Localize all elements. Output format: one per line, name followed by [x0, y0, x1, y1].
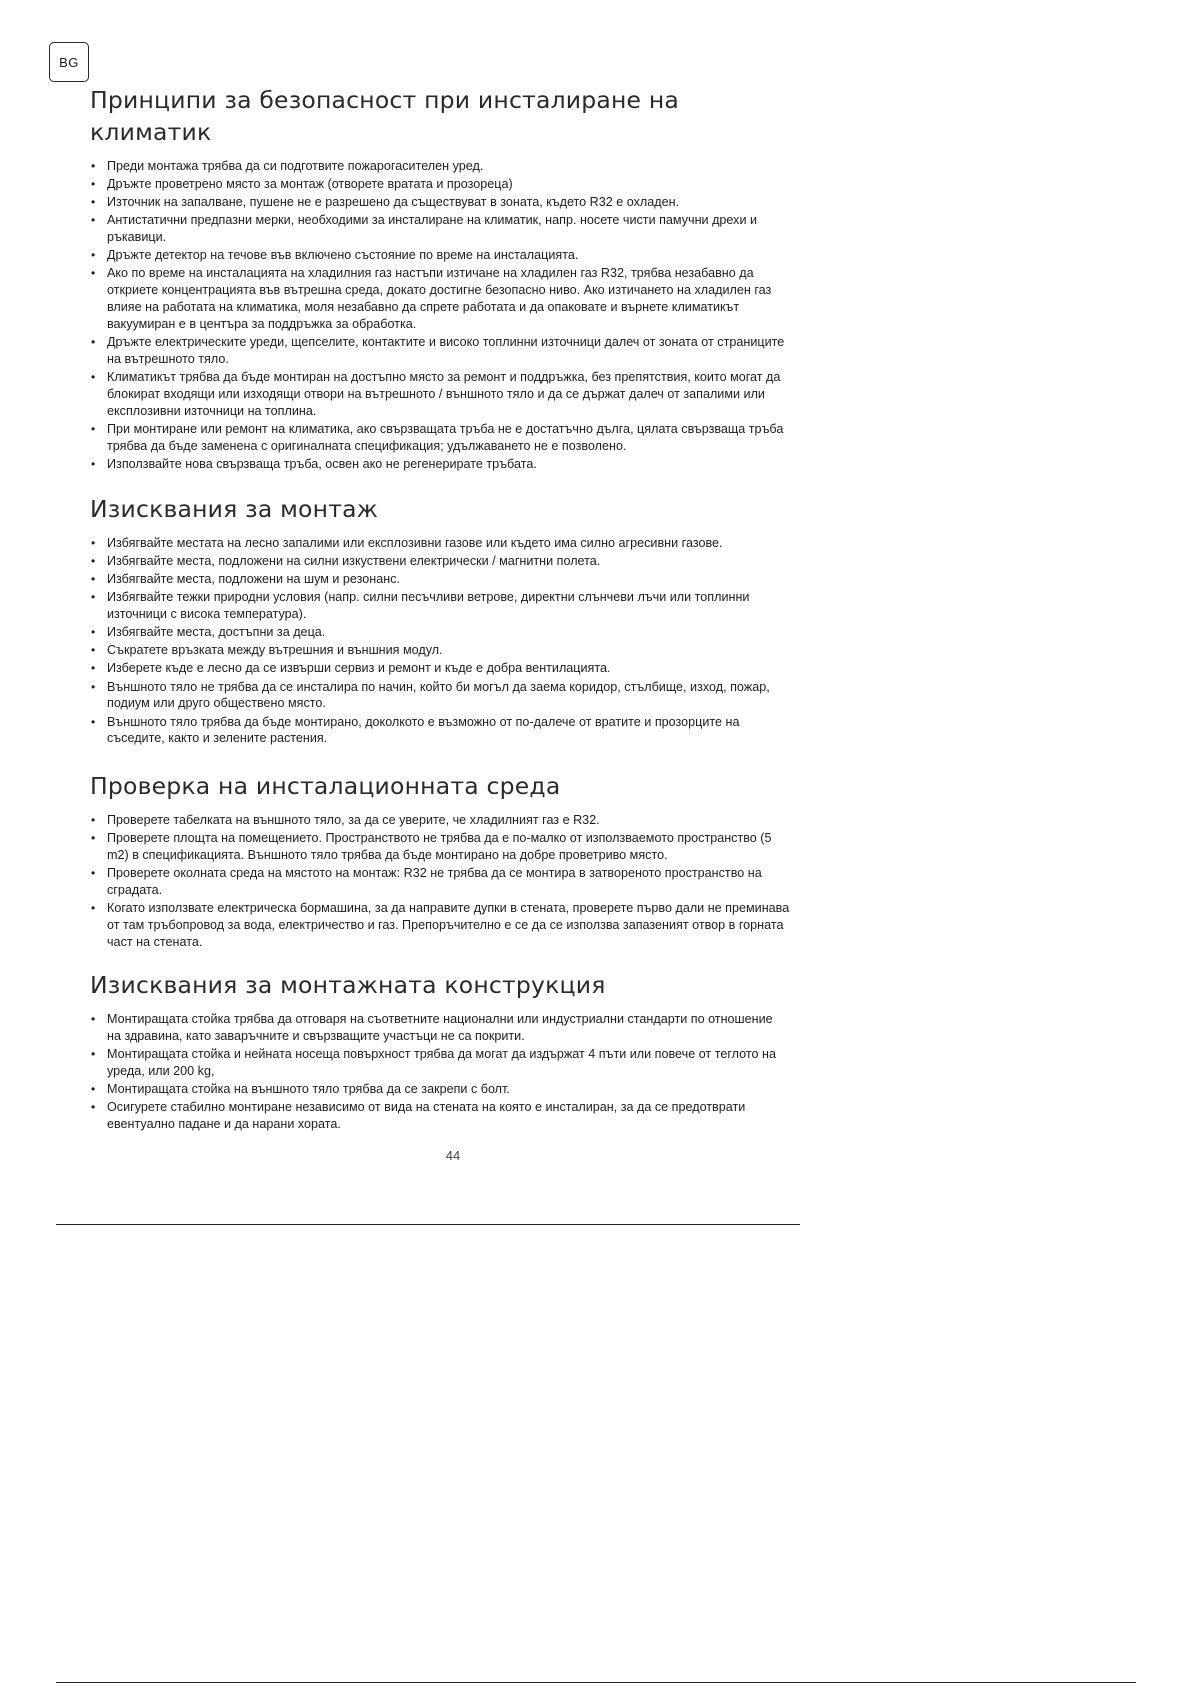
bullet-icon: •	[91, 1047, 96, 1062]
bullet-icon: •	[91, 831, 96, 846]
bullet-icon: •	[91, 335, 96, 350]
bullet-icon: •	[91, 177, 96, 192]
bullet-list	[90, 1011, 790, 1133]
list-item: • Източник на запалване, пушене не е разрешено да съществуват в зоната, където R32 е охладен.	[91, 195, 680, 210]
list-item: • Проверете площта на помещението. Пространството не трябва да е по-малко от използваемото пространство (5 m2) в спецификацията. Външното тяло трябва да бъде монтирано на добре проветриво място.	[91, 831, 772, 863]
bullet-icon: •	[91, 248, 96, 263]
bullet-icon: •	[91, 266, 96, 281]
list-item: • Използвайте нова свързваща тръба, освен ако не регенерирате тръбата.	[91, 457, 537, 472]
bullet-icon: •	[91, 590, 96, 605]
list-item: • Климатикът трябва да бъде монтиран на достъпно място за ремонт и поддръжка, без препятствия, които могат да блокират входящи или изходящи отвори на вътрешното / външното тяло и да се държат далеч от запалими или експлозивни източници на топлина.	[91, 370, 781, 418]
list-item: • Когато използвате електрическа бормашина, за да направите дупки в стената, проверете първо дали не преминава от там тръбопровод за вода, електричество и газ. Препоръчително е се да се използва запазеният отвор в горната част на стената.	[91, 901, 790, 950]
list-item: • Ако по време на инсталацията на хладилния газ настъпи изтичане на хладилен газ R32, трябва незабавно да откриете концентрацията във вътрешна среда, докато достигне безопасно ниво. Ако изтичането на хладилен газ влияе на работата на климатика, моля незабавно да спрете работата и да опаковате и върнете климатикът вакуумиран е в центъра за поддръжка за обработка.	[91, 266, 772, 332]
section-title: Принципи за безопасност при инсталиране на климатик	[90, 86, 680, 146]
section-title: Изисквания за монтаж	[90, 495, 379, 523]
document-content	[90, 84, 790, 1134]
list-item: • Преди монтажа трябва да си подготвите пожарогасителен уред.	[91, 159, 484, 173]
bullet-list	[90, 158, 790, 473]
bullet-icon: •	[91, 536, 96, 550]
section-mounting-structure	[90, 969, 790, 1133]
page-divider	[56, 1224, 800, 1225]
bullet-icon: •	[91, 901, 96, 916]
bullet-icon: •	[91, 1100, 96, 1115]
bullet-list	[90, 812, 790, 951]
list-item: • Избягвайте местата на лесно запалими или експлозивни газове или където има силно агресивни газове.	[91, 536, 723, 550]
section-safety-principles	[90, 84, 790, 473]
list-item: • При монтиране или ремонт на климатика, ако свързващата тръба не е достатъчно дълга, цялата свързваща тръба трябва да бъде заменена с оригиналната спецификация; удължаването не е позволено.	[91, 422, 784, 453]
bullet-icon: •	[91, 866, 96, 881]
list-item: • Осигурете стабилно монтиране независимо от вида на стената на която е инсталиран, за да се предотврати евентуално падане и да нарани хората.	[91, 1100, 746, 1132]
bullet-icon: •	[91, 714, 96, 729]
list-item: • Изберете къде е лесно да се извърши сервиз и ремонт и къде е добра вентилацията.	[91, 661, 611, 676]
bullet-icon: •	[91, 625, 96, 640]
list-item: • Дръжте електрическите уреди, щепселите, контактите и високо топлинни източници далеч от зоната от страниците на вътрешното тяло.	[91, 335, 785, 367]
list-item: • Монтиращата стойка на външното тяло трябва да се закрепи с болт.	[91, 1082, 510, 1097]
language-badge: BG	[49, 42, 89, 82]
page-number: 44	[445, 1148, 461, 1163]
list-item: • Монтиращата стойка и нейната носеща повърхност трябва да могат да издържат 4 пъти или повече от теглото на уреда, или 200 kg,	[91, 1047, 776, 1079]
page-bottom-divider	[56, 1682, 1136, 1683]
bullet-list	[90, 535, 790, 747]
section-title: Изисквания за монтажната конструкция	[90, 971, 606, 1000]
section-installation-requirements	[90, 493, 790, 747]
list-item: • Дръжте проветрено място за монтаж (отворете вратата и прозореца)	[91, 177, 513, 192]
bullet-icon: •	[91, 661, 96, 676]
bullet-icon: •	[91, 1012, 96, 1027]
bullet-icon: •	[91, 554, 96, 569]
bullet-icon: •	[91, 679, 96, 694]
bullet-icon: •	[91, 813, 96, 828]
list-item: • Проверете табелката на външното тяло, за да се уверите, че хладилният газ е R32.	[91, 813, 600, 828]
bullet-icon: •	[91, 422, 96, 437]
bullet-icon: •	[91, 370, 96, 385]
list-item: • Антистатични предпазни мерки, необходими за инсталиране на климатик, напр. носете чисти памучни дрехи и ръкавици.	[91, 213, 758, 245]
list-item: • Съкратете връзката между вътрешния и външния модул.	[91, 643, 443, 658]
list-item: • Дръжте детектор на течове във включено състояние по време на инсталацията.	[91, 248, 579, 263]
list-item: • Избягвайте места, достъпни за деца.	[91, 625, 326, 640]
bullet-icon: •	[91, 457, 96, 472]
list-item: • Външното тяло не трябва да се инсталира по начин, който би могъл да заема коридор, стълбище, изход, пожар, подиум или друго обществено място.	[91, 679, 770, 711]
bullet-icon: •	[91, 195, 96, 210]
section-title: Проверка на инсталационната среда	[90, 772, 561, 801]
list-item: • Монтиращата стойка трябва да отговаря на съответните национални или индустриални стандарти по отношение на здравина, като заваръчните и свързващите участъци не са покрити.	[91, 1012, 773, 1044]
list-item: • Избягвайте места, подложени на силни изкуствени електрически / магнитни полета.	[91, 554, 601, 569]
bullet-icon: •	[91, 1082, 96, 1097]
bullet-icon: •	[91, 159, 96, 173]
list-item: • Проверете околната среда на мястото на монтаж: R32 не трябва да се монтира в затвореното пространство на сградата.	[91, 866, 762, 898]
list-item: • Избягвайте места, подложени на шум и резонанс.	[91, 572, 400, 587]
list-item: • Избягвайте тежки природни условия (напр. силни песъчливи ветрове, директни слънчеви лъчи или топлинни източници с висока температура).	[91, 590, 750, 622]
bullet-icon: •	[91, 643, 96, 658]
section-environment-check	[90, 770, 790, 951]
bullet-icon: •	[91, 572, 96, 587]
list-item: • Външното тяло трябва да бъде монтирано, доколкото е възможно от по-далече от вратите и прозорците на съседите, както и зелените растения.	[91, 714, 740, 746]
bullet-icon: •	[91, 213, 96, 228]
